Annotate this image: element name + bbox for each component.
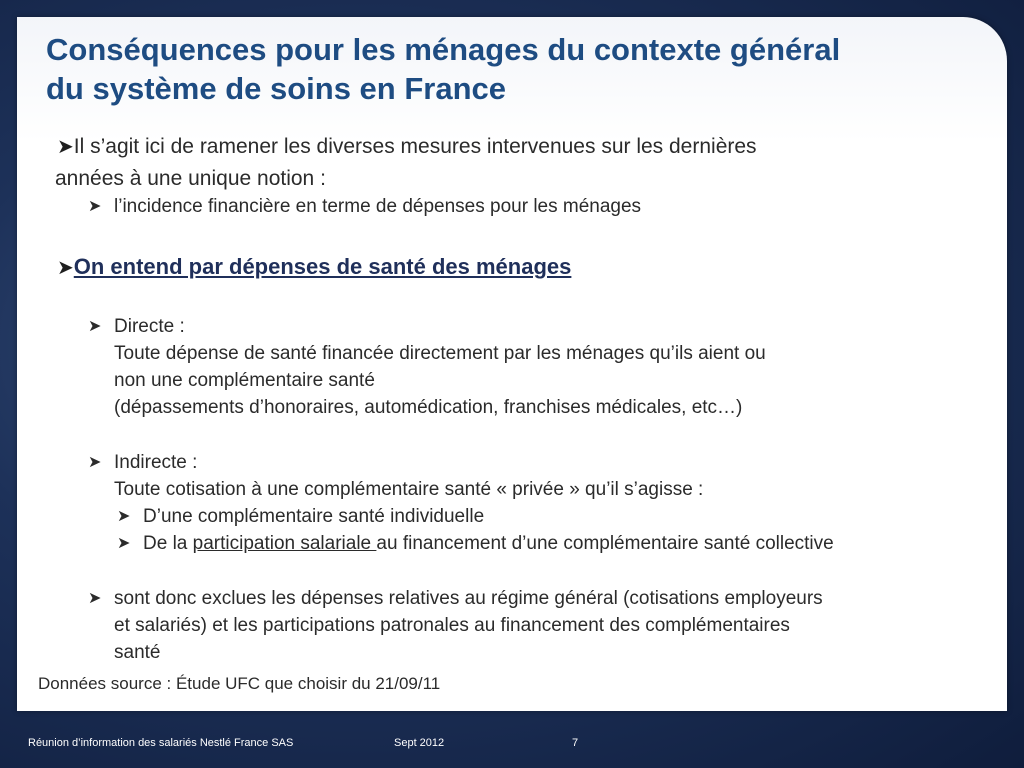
directe-line-3: (dépassements d’honoraires, automédication, franchises médicales, etc…) bbox=[114, 397, 743, 418]
indirecte-sub-2-pre: De la bbox=[143, 533, 193, 554]
bullet-2-heading: On entend par dépenses de santé des ménages bbox=[73, 254, 572, 279]
indirecte-sub-1: D’une complémentaire santé individuelle bbox=[143, 506, 485, 527]
footer-meeting-title: Réunion d’information des salariés Nestlé France SAS bbox=[28, 737, 294, 749]
footer-page-number: 7 bbox=[572, 737, 579, 749]
bullet-2 bbox=[57, 253, 571, 282]
source-note: Données source : Étude UFC que choisir du 21/09/11 bbox=[38, 674, 441, 693]
arrow-bullet-icon: ➤ bbox=[117, 535, 131, 552]
indirecte-sub-2 bbox=[143, 530, 834, 557]
arrow-bullet-icon: ➤ bbox=[88, 590, 102, 607]
bullet-1-line-1: Il s’agit ici de ramener les diverses mesures intervenues sur les dernières bbox=[73, 135, 757, 158]
indirecte-label: Indirecte : bbox=[114, 452, 198, 473]
footer-date: Sept 2012 bbox=[394, 737, 445, 749]
arrow-bullet-icon: ➤ bbox=[88, 454, 102, 471]
arrow-bullet-icon: ➤ bbox=[57, 136, 74, 158]
bullet-1-line-2: années à une unique notion : bbox=[55, 167, 326, 190]
exclusion-line-3: santé bbox=[114, 642, 161, 663]
directe-line-2: non une complémentaire santé bbox=[114, 370, 375, 391]
directe-label: Directe : bbox=[114, 316, 185, 337]
indirecte-sub-2-post: au financement d’une complémentaire santé collective bbox=[376, 533, 834, 554]
title-line-1: Conséquences pour les ménages du contexte général bbox=[46, 32, 841, 67]
arrow-bullet-icon: ➤ bbox=[88, 318, 102, 335]
arrow-bullet-icon: ➤ bbox=[57, 257, 74, 279]
exclusion-line-1: sont donc exclues les dépenses relatives au régime général (cotisations employeurs bbox=[114, 588, 823, 609]
bullet-1 bbox=[57, 133, 757, 161]
arrow-bullet-icon: ➤ bbox=[117, 508, 131, 525]
indirecte-line-1: Toute cotisation à une complémentaire santé « privée » qu’il s’agisse : bbox=[114, 479, 704, 500]
exclusion-line-2: et salariés) et les participations patronales au financement des complémentaires bbox=[114, 615, 790, 636]
participation-salariale-text: participation salariale bbox=[192, 533, 377, 554]
bullet-1-sub: l’incidence financière en terme de dépenses pour les ménages bbox=[114, 196, 642, 217]
directe-line-1: Toute dépense de santé financée directement par les ménages qu’ils aient ou bbox=[114, 343, 766, 364]
title-line-2: du système de soins en France bbox=[46, 71, 507, 106]
arrow-bullet-icon: ➤ bbox=[88, 198, 102, 215]
